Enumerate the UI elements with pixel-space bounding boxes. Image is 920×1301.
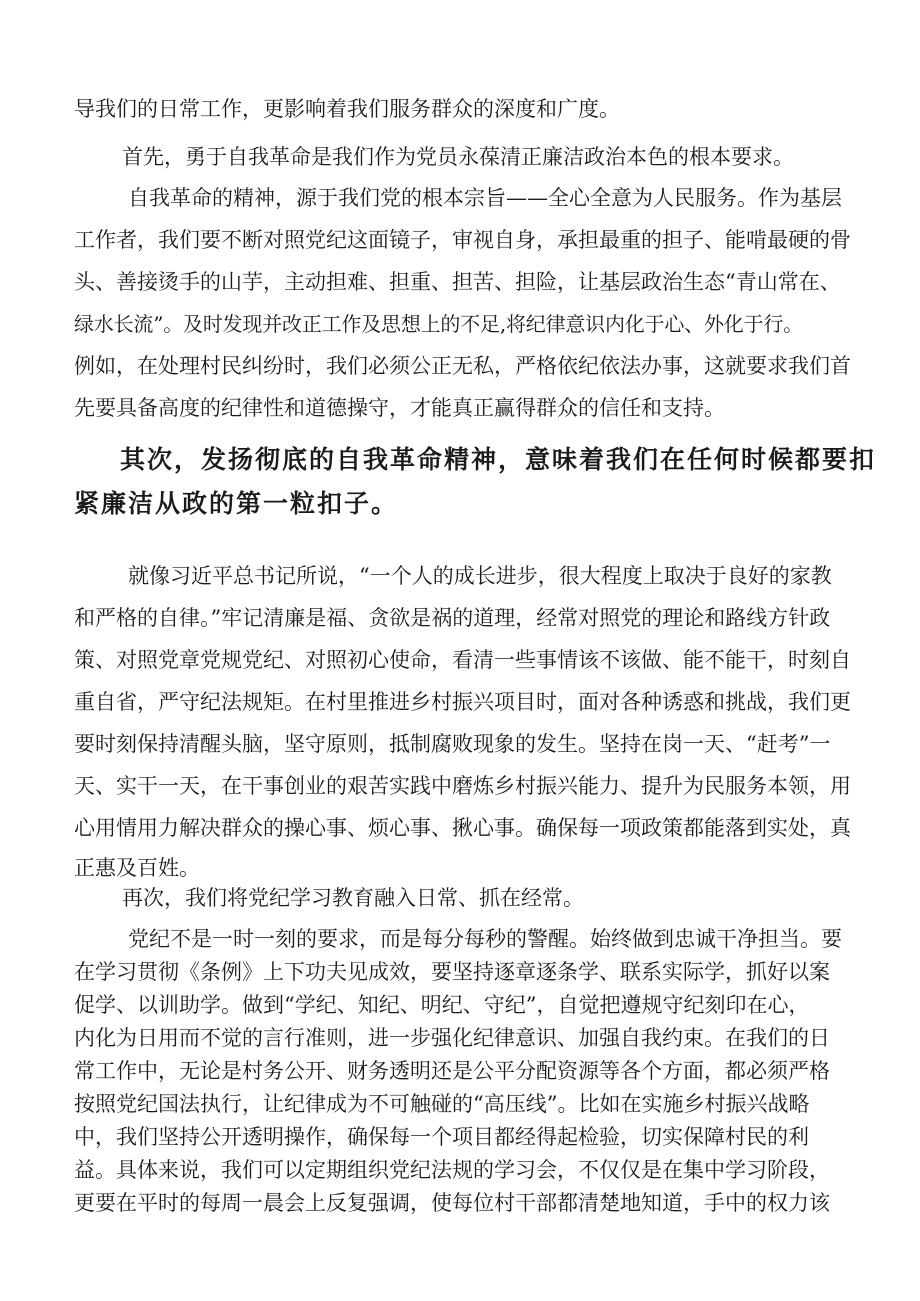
section-heading-1: 首先，勇于自我革命是我们作为党员永葆清正廉洁政治本色的根本要求。	[122, 145, 794, 169]
paragraph-line: 中，我们坚持公开透明操作，确保每一个项目都经得起检验，切实保障村民的利	[74, 1125, 809, 1149]
paragraph-line: 在学习贯彻《条例》上下功夫见成效，要坚持逐章逐条学、联系实际学，抓好以案	[74, 960, 830, 984]
paragraph-line: 和严格的自律。”牢记清廉是福、贪欲是祸的道理，经常对照党的理论和路线方针政	[74, 606, 831, 630]
section-heading-2-cont: 紧廉洁从政的第一粒扣子。	[74, 489, 399, 518]
section-heading-2: 其次，发扬彻底的自我革命精神，意味着我们在任何时候都要扣	[120, 445, 877, 474]
paragraph-line: 策、对照党章党规党纪、对照初心使命，看清一些事情该不该做、能不能干，时刻自	[74, 648, 851, 672]
paragraph-line: 常工作中，无论是村务公开、财务透明还是公平分配资源等各个方面，都必须严格	[74, 1059, 830, 1083]
paragraph-line: 按照党纪国法执行，让纪律成为不可触碰的“高压线”。比如在实施乡村振兴战略	[74, 1092, 810, 1116]
paragraph-line: 促学、以训助学。做到“学纪、知纪、明纪、守纪”，自觉把遵规守纪刻印在心，	[74, 993, 810, 1017]
paragraph-line: 就像习近平总书记所说，“一个人的成长进步，很大程度上取决于良好的家教	[128, 564, 832, 588]
paragraph-line: 益。具体来说，我们可以定期组织党纪法规的学习会，不仅仅是在集中学习阶段，	[74, 1158, 830, 1182]
paragraph-line: 工作者，我们要不断对照党纪这面镜子，审视自身，承担最重的担子、能啃最硬的骨	[74, 228, 851, 252]
paragraph-line: 要时刻保持清醒头脑，坚守原则，抵制腐败现象的发生。坚持在岗一天、“赶考”一	[74, 732, 831, 756]
paragraph-line: 天、实干一天，在干事创业的艰苦实践中磨炼乡村振兴能力、提升为民服务本领，用	[74, 774, 851, 798]
paragraph-line: 导我们的日常工作，更影响着我们服务群众的深度和广度。	[74, 97, 620, 121]
paragraph-line: 重自省，严守纪法规矩。在村里推进乡村振兴项目时，面对各种诱惑和挑战，我们更	[74, 690, 851, 714]
paragraph-line: 头、善接烫手的山芋，主动担难、担重、担苦、担险，让基层政治生态“青山常在、	[74, 270, 841, 294]
paragraph-line: 内化为日用而不觉的言行准则，进一步强化纪律意识、加强自我约束。在我们的日	[74, 1026, 830, 1050]
paragraph-line: 正惠及百姓。	[74, 856, 200, 880]
paragraph-line: 自我革命的精神，源于我们党的根本宗旨——全心全意为人民服务。作为基层	[128, 186, 842, 210]
paragraph-line: 党纪不是一时一刻的要求，而是每分每秒的警醒。始终做到忠诚干净担当。要	[128, 927, 842, 951]
paragraph-line: 更要在平时的每周一晨会上反复强调，使每位村干部都清楚地知道，手中的权力该	[74, 1191, 830, 1215]
paragraph-line: 先要具备高度的纪律性和道德操守，才能真正赢得群众的信任和支持。	[74, 396, 725, 420]
paragraph-line: 绿水长流”。及时发现并改正工作及思想上的不足,将纪律意识内化于心、外化于行。	[74, 312, 803, 336]
paragraph-line: 心用情用力解决群众的操心事、烦心事、揪心事。确保每一项政策都能落到实处，真	[74, 816, 851, 840]
paragraph-line: 例如，在处理村民纠纷时，我们必须公正无私，严格依纪依法办事，这就要求我们首	[74, 354, 851, 378]
section-heading-3: 再次，我们将党纪学习教育融入日常、抓在经常。	[122, 886, 584, 910]
